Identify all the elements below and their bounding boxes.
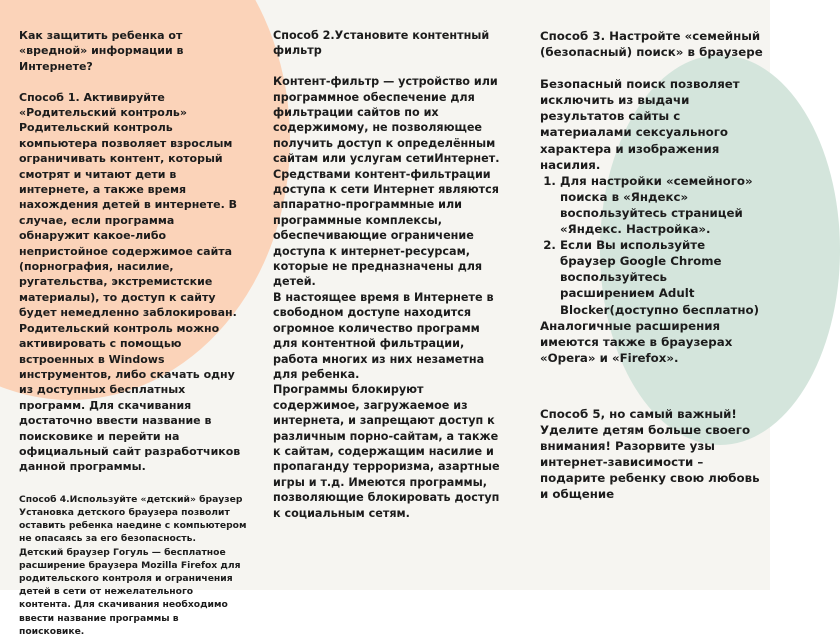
method-1-paragraph-2: Родительский контроль можно активировать с помощью встроенных в Windows инструментов, либо скачать одну из доступных бесплатных программ. Для скачивания достаточно ввести название в поисковике и перейти на официальный сайт разработчиков данной программы. (19, 321, 241, 474)
method-2-paragraph-1: Контент-фильтр — устройство или программное обеспечение для фильтрации сайтов по их содержимому, не позволяющее получить доступ к определённым сайтам или услугам сетиИнтернет. Средствами контент-фильтрации доступа к сети Интернет являются аппаратно-программные или программные комплексы, обеспечивающие ограничение доступа к интернет-ресурсам, которые не предназначены для детей. (273, 75, 500, 289)
list-item: 1. Для настройки «семейного» поиска в «Яндекс» воспользуйтесь страницей «Яндекс. Настройка». (560, 173, 764, 237)
method-1-title: Способ 1. Активируйте «Родительский контроль» (19, 90, 187, 120)
method-2-paragraph-2: В настоящее время в Интернете в свободном доступе находится огромное количество программ для контентной фильтрации, работа многих из них незаметна для ребенка. (273, 290, 494, 381)
list-item: 2. Если Вы используйте браузер Google Chrome воспользуйтесь расширением Adult Blocker(доступно бесплатно) (560, 237, 764, 317)
method-5-text: Способ 5, но самый важный! Уделите детям больше своего внимания! Разорвите узы интернет-зависимости – подарите ребенку свою любовь и общение (540, 406, 760, 502)
method-4-paragraph-1: Установка детского браузера позволит оставить ребенка наедине с компьютером не опасаясь за его безопасность. (19, 506, 247, 545)
main-heading: Как защитить ребенка от «вредной» информации в Интернете? (19, 29, 184, 73)
method-3-steps-list (540, 173, 764, 318)
method-4-title: Способ 4.Используйте «детский» браузер (19, 493, 243, 505)
column-3 (540, 28, 764, 502)
method-3-paragraph-1: Безопасный поиск позволяет исключить из выдачи результатов сайты с материалами сексуального характера и изображения насилия. (540, 77, 740, 172)
column-2 (273, 28, 508, 521)
method-4-block (19, 493, 247, 638)
method-1-paragraph-1: Родительский контроль компьютера позволяет взрослым ограничивать контент, который смотрят и читают дети в интернете, а также время нахождения детей в интернете. В случае, если программа обнаружит какое-либо непристойное содержимое сайта (порнография, насилие, ругательства, экстремистские материалы), то доступ к сайту будет немедленно заблокирован. (19, 121, 237, 320)
method-4-paragraph-2: Детский браузер Гогуль — бесплатное расширение браузера Mozilla Firefox для родительского контроля и ограничения детей в сети от нежелательного контента. Для скачивания необходимо ввести название программы в поисковике. (19, 546, 241, 637)
method-2-paragraph-3: Программы блокируют содержимое, загружаемое из интернета, и запрещают доступ к различным порно-сайтам, а также к сайтам, содержащим насилие и пропаганду терроризма, азартные игры и т.д. Имеются программы, позволяющие блокировать доступ к социальным сетям. (273, 383, 500, 520)
method-3-paragraph-2: Аналогичные расширения имеются также в браузерах «Opera» и «Firefox». (540, 318, 733, 365)
column-1 (19, 28, 247, 638)
method-2-title: Способ 2.Установите контентный фильтр (273, 29, 490, 58)
method-3-title: Способ 3. Настройте «семейный (безопасный) поиск» в браузере (540, 29, 763, 60)
